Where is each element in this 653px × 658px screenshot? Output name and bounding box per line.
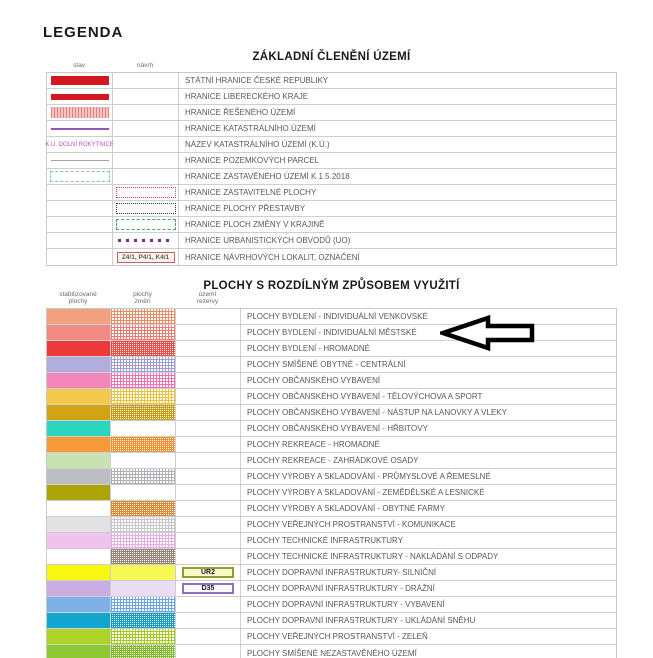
color-swatch xyxy=(47,469,110,484)
color-swatch xyxy=(47,389,110,404)
reserve-cell xyxy=(176,581,241,596)
column-header xyxy=(175,291,240,306)
color-swatch xyxy=(47,565,110,580)
legend-row xyxy=(47,137,616,153)
color-swatch xyxy=(47,325,110,340)
color-swatch xyxy=(47,421,110,436)
hatch-swatch xyxy=(111,629,175,644)
stabilized-swatch-cell xyxy=(47,437,111,452)
legend-row xyxy=(47,469,616,485)
row-label: PLOCHY DOPRAVNÍ INFRASTRUKTURY - UKLÁDÁNÍ SNĚHU xyxy=(247,616,476,625)
color-swatch xyxy=(47,629,110,644)
stabilized-swatch-cell xyxy=(47,341,111,356)
reserve-code-box: UR2 xyxy=(182,567,234,578)
stabilized-swatch-cell xyxy=(47,421,111,436)
legend-row xyxy=(47,201,616,217)
column-header-line: plochy xyxy=(68,298,88,306)
reserve-cell xyxy=(176,341,241,356)
stabilized-swatch-cell xyxy=(47,357,111,372)
legend-row xyxy=(47,437,616,453)
reserve-cell xyxy=(176,357,241,372)
row-label: PLOCHY VÝROBY A SKLADOVÁNÍ - ZEMĚDĚLSKÉ A LESNICKÉ xyxy=(247,488,485,497)
column-header-line: rezervy xyxy=(196,298,219,306)
navrh-cell xyxy=(113,73,179,88)
stav-cell xyxy=(47,121,113,136)
legend-row xyxy=(47,233,616,249)
legend-row xyxy=(47,517,616,533)
row-label: PLOCHY OBČANSKÉHO VYBAVENÍ - NÁSTUP NA LANOVKY A VLEKY xyxy=(247,408,507,417)
stav-cell xyxy=(47,73,113,88)
stabilized-swatch-cell xyxy=(47,501,111,516)
stav-cell xyxy=(47,217,113,232)
navrh-cell xyxy=(113,249,179,265)
legend-row xyxy=(47,549,616,565)
reserve-cell xyxy=(176,421,241,436)
navrh-cell xyxy=(113,153,179,168)
legend-row xyxy=(47,581,616,597)
reserve-cell xyxy=(176,325,241,340)
row-label: PLOCHY OBČANSKÉHO VYBAVENÍ xyxy=(247,376,381,385)
reserve-cell xyxy=(176,405,241,420)
legend-row xyxy=(47,501,616,517)
hatchbar-symbol xyxy=(51,107,109,118)
hatch-swatch xyxy=(111,549,175,564)
change-swatch-cell xyxy=(111,325,176,340)
legend-row xyxy=(47,121,616,137)
color-swatch xyxy=(47,645,110,658)
color-swatch xyxy=(47,357,110,372)
stabilized-swatch-cell xyxy=(47,645,111,658)
column-header xyxy=(110,291,175,306)
change-swatch-cell xyxy=(111,309,176,324)
navrh-cell xyxy=(113,169,179,184)
column-header-line: plochy xyxy=(133,291,152,298)
row-label: HRANICE LIBERECKÉHO KRAJE xyxy=(185,92,309,101)
color-swatch xyxy=(47,453,110,468)
change-swatch-cell xyxy=(111,357,176,372)
color-swatch xyxy=(47,437,110,452)
legend-row xyxy=(47,249,616,265)
color-swatch xyxy=(47,341,110,356)
legend-row xyxy=(47,405,616,421)
change-swatch-cell xyxy=(111,645,176,658)
legend-row xyxy=(47,645,616,658)
change-swatch-cell xyxy=(111,501,176,516)
table2-column-headers xyxy=(46,291,240,306)
reserve-cell xyxy=(176,533,241,548)
change-swatch-cell xyxy=(111,421,176,436)
stabilized-swatch-cell xyxy=(47,597,111,612)
row-label: PLOCHY REKREACE - HROMADNÉ xyxy=(247,440,380,449)
row-label: PLOCHY REKREACE - ZAHRÁDKOVÉ OSADY xyxy=(247,456,419,465)
hatch-swatch xyxy=(111,373,175,388)
stav-cell xyxy=(47,185,113,200)
row-label: HRANICE PLOCHY PŘESTAVBY xyxy=(185,204,306,213)
stabilized-swatch-cell xyxy=(47,629,111,644)
color-swatch xyxy=(47,405,110,420)
row-label: HRANICE NÁVRHOVÝCH LOKALIT, OZNAČENÍ xyxy=(185,252,360,262)
row-label: PLOCHY BYDLENÍ - HROMADNÉ xyxy=(247,344,370,353)
table1-column-headers xyxy=(46,62,178,69)
column-header-line: území xyxy=(198,291,217,298)
color-swatch xyxy=(47,517,110,532)
legend-row xyxy=(47,89,616,105)
row-label: HRANICE URBANISTICKÝCH OBVODŮ (UO) xyxy=(185,236,351,245)
stav-cell xyxy=(47,249,113,265)
reserve-code-box: D35 xyxy=(182,583,234,594)
row-label: PLOCHY DOPRAVNÍ INFRASTRUKTURY- SILNIČNÍ xyxy=(247,568,437,577)
dotrect-symbol xyxy=(116,203,176,214)
reserve-cell xyxy=(176,549,241,564)
change-swatch-cell xyxy=(111,341,176,356)
basic-division-table xyxy=(46,72,617,266)
column-header-line: změn xyxy=(134,298,151,306)
legend-row xyxy=(47,597,616,613)
reserve-cell xyxy=(176,309,241,324)
hatch-swatch xyxy=(111,405,175,420)
change-swatch-cell xyxy=(111,629,176,644)
row-label: PLOCHY TECHNICKÉ INFRASTRUKTURY xyxy=(247,536,404,545)
row-label: PLOCHY VEŘEJNÝCH PROSTRANSTVÍ - ZELEŇ xyxy=(247,632,428,641)
reserve-cell xyxy=(176,485,241,500)
navrh-cell xyxy=(113,201,179,216)
row-label: PLOCHY OBČANSKÉHO VYBAVENÍ - HŘBITOVY xyxy=(247,424,428,433)
dashrect-symbol xyxy=(116,219,176,230)
stabilized-swatch-cell xyxy=(47,325,111,340)
navrh-cell xyxy=(113,233,179,248)
hatch-swatch xyxy=(111,613,175,628)
section-title-land-use: PLOCHY S ROZDÍLNÝM ZPŮSOBEM VYUŽITÍ xyxy=(203,280,460,292)
annotation-left-arrow-icon xyxy=(440,315,536,352)
color-swatch xyxy=(47,533,110,548)
hatch-swatch xyxy=(111,565,175,580)
color-swatch xyxy=(47,597,110,612)
row-label: HRANICE KATASTRÁLNÍHO ÚZEMÍ xyxy=(185,124,316,133)
row-label: PLOCHY OBČANSKÉHO VYBAVENÍ - TĚLOVÝCHOVA A SPORT xyxy=(247,392,483,401)
legend-row xyxy=(47,533,616,549)
reserve-cell xyxy=(176,501,241,516)
hatch-swatch xyxy=(111,645,175,658)
change-swatch-cell xyxy=(111,533,176,548)
row-label: HRANICE PLOCH ZMĚNY V KRAJINĚ xyxy=(185,220,325,229)
box-symbol: Z4/1, P4/1, K4/1 xyxy=(117,252,175,263)
hatch-swatch xyxy=(111,501,175,516)
reserve-cell xyxy=(176,565,241,580)
stav-cell xyxy=(47,233,113,248)
column-header-navrh: návrh xyxy=(136,62,154,69)
change-swatch-cell xyxy=(111,485,176,500)
legend-row xyxy=(47,373,616,389)
legend-row xyxy=(47,169,616,185)
change-swatch-cell xyxy=(111,581,176,596)
stav-cell xyxy=(47,153,113,168)
hatch-swatch xyxy=(111,437,175,452)
legend-row xyxy=(47,565,616,581)
dashrect-symbol xyxy=(50,171,110,182)
stabilized-swatch-cell xyxy=(47,389,111,404)
reserve-cell xyxy=(176,469,241,484)
row-label: PLOCHY VÝROBY A SKLADOVÁNÍ - PRŮMYSLOVÉ A ŘEMESLNÉ xyxy=(247,472,491,481)
reserve-cell xyxy=(176,597,241,612)
navrh-cell xyxy=(113,105,179,120)
change-swatch-cell xyxy=(111,517,176,532)
row-label: HRANICE ZASTAVĚNÉHO ÚZEMÍ K 1.5.2018 xyxy=(185,172,350,181)
color-swatch xyxy=(47,485,110,500)
legend-row xyxy=(47,629,616,645)
color-swatch xyxy=(47,581,110,596)
stav-cell xyxy=(47,89,113,104)
hatch-swatch xyxy=(111,389,175,404)
change-swatch-cell xyxy=(111,453,176,468)
column-header xyxy=(46,291,110,306)
row-label: PLOCHY SMÍŠENÉ NEZASTAVĚNÉHO ÚZEMÍ xyxy=(247,648,417,658)
legend-row xyxy=(47,485,616,501)
section-title-basic-division: ZÁKLADNÍ ČLENĚNÍ ÚZEMÍ xyxy=(252,51,411,63)
change-swatch-cell xyxy=(111,469,176,484)
legend-row xyxy=(47,185,616,201)
hatch-swatch xyxy=(111,341,175,356)
navrh-cell xyxy=(113,121,179,136)
text-symbol: K.Ú. DOLNÍ ROKYTNICE xyxy=(45,141,114,148)
change-swatch-cell xyxy=(111,597,176,612)
stabilized-swatch-cell xyxy=(47,517,111,532)
reserve-cell xyxy=(176,389,241,404)
stav-cell xyxy=(47,201,113,216)
stabilized-swatch-cell xyxy=(47,613,111,628)
page-title: LEGENDA xyxy=(43,24,124,41)
row-label: NÁZEV KATASTRÁLNÍHO ÚZEMÍ (K.Ú.) xyxy=(185,140,330,149)
row-label: PLOCHY VEŘEJNÝCH PROSTRANSTVÍ - KOMUNIKACE xyxy=(247,520,456,529)
land-use-table xyxy=(46,308,617,658)
reserve-cell xyxy=(176,437,241,452)
row-label: HRANICE ZASTAVITELNÉ PLOCHY xyxy=(185,188,317,197)
row-label: HRANICE ŘEŠENÉHO ÚZEMÍ xyxy=(185,108,296,117)
stabilized-swatch-cell xyxy=(47,453,111,468)
reserve-cell xyxy=(176,373,241,388)
row-label: PLOCHY DOPRAVNÍ INFRASTRUKTURY - VYBAVENÍ xyxy=(247,600,445,609)
color-swatch xyxy=(47,309,110,324)
legend-row xyxy=(47,389,616,405)
stav-cell xyxy=(47,169,113,184)
navrh-cell xyxy=(113,185,179,200)
row-label: PLOCHY BYDLENÍ - INDIVIDUÁLNÍ VENKOVSKÉ xyxy=(247,312,428,321)
legend-row xyxy=(47,217,616,233)
legend-row xyxy=(47,73,616,89)
row-label: PLOCHY TECHNICKÉ INFRASTRUKTURY - NAKLÁDÁNÍ S ODPADY xyxy=(247,552,499,561)
legend-row xyxy=(47,357,616,373)
row-label: HRANICE POZEMKOVÝCH PARCEL xyxy=(185,156,320,165)
row-label: STÁTNÍ HRANICE ČESKÉ REPUBLIKY xyxy=(185,76,329,85)
hatch-swatch xyxy=(111,597,175,612)
stabilized-swatch-cell xyxy=(47,565,111,580)
stabilized-swatch-cell xyxy=(47,533,111,548)
change-swatch-cell xyxy=(111,405,176,420)
stav-cell xyxy=(47,105,113,120)
hatch-swatch xyxy=(111,533,175,548)
hatch-swatch xyxy=(111,325,175,340)
stabilized-swatch-cell xyxy=(47,581,111,596)
column-header-stav: stav xyxy=(73,62,85,69)
change-swatch-cell xyxy=(111,437,176,452)
hatch-swatch xyxy=(111,581,175,596)
change-swatch-cell xyxy=(111,549,176,564)
reserve-cell xyxy=(176,453,241,468)
reserve-cell xyxy=(176,517,241,532)
row-label: PLOCHY VÝROBY A SKLADOVÁNÍ - OBYTNÉ FARMY xyxy=(247,504,445,513)
line-symbol xyxy=(51,128,109,130)
bar-symbol xyxy=(51,94,109,100)
column-header-line: stabilizované xyxy=(59,291,97,298)
legend-row xyxy=(47,453,616,469)
stabilized-swatch-cell xyxy=(47,469,111,484)
bar-symbol xyxy=(51,76,109,85)
hatch-swatch xyxy=(111,517,175,532)
stav-cell xyxy=(47,137,113,152)
stabilized-swatch-cell xyxy=(47,485,111,500)
legend-row xyxy=(47,105,616,121)
line-symbol xyxy=(51,160,109,161)
reserve-cell xyxy=(176,629,241,644)
change-swatch-cell xyxy=(111,389,176,404)
change-swatch-cell xyxy=(111,373,176,388)
hatch-swatch xyxy=(111,357,175,372)
legend-row xyxy=(47,613,616,629)
hatch-swatch xyxy=(111,469,175,484)
color-swatch xyxy=(47,613,110,628)
navrh-cell xyxy=(113,217,179,232)
change-swatch-cell xyxy=(111,565,176,580)
stabilized-swatch-cell xyxy=(47,309,111,324)
color-swatch xyxy=(47,373,110,388)
reserve-cell xyxy=(176,645,241,658)
legend-row xyxy=(47,153,616,169)
reserve-cell xyxy=(176,613,241,628)
change-swatch-cell xyxy=(111,613,176,628)
row-label: PLOCHY SMÍŠENÉ OBYTNÉ - CENTRÁLNÍ xyxy=(247,360,406,369)
stabilized-swatch-cell xyxy=(47,549,111,564)
navrh-cell xyxy=(113,89,179,104)
stabilized-swatch-cell xyxy=(47,373,111,388)
row-label: PLOCHY BYDLENÍ - INDIVIDUÁLNÍ MĚSTSKÉ xyxy=(247,328,417,337)
navrh-cell xyxy=(113,137,179,152)
stabilized-swatch-cell xyxy=(47,405,111,420)
legend-row xyxy=(47,421,616,437)
hatch-swatch xyxy=(111,309,175,324)
dotrect-symbol xyxy=(116,187,176,198)
row-label: PLOCHY DOPRAVNÍ INFRASTRUKTURY - DRÁŽNÍ xyxy=(247,584,435,593)
dots-symbol xyxy=(118,239,174,242)
